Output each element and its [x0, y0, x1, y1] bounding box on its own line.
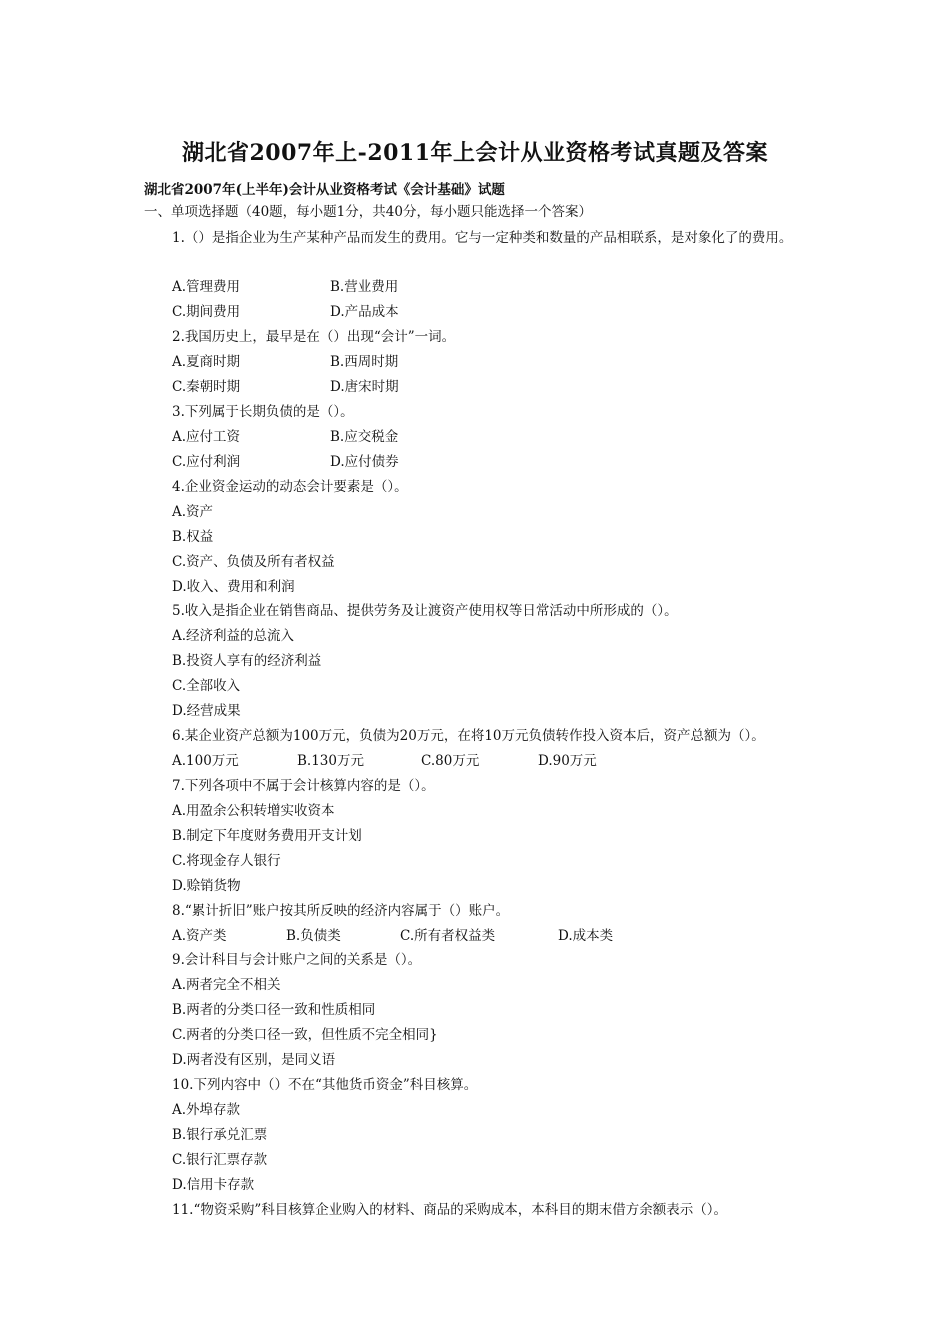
option-8b: B.负债类	[286, 928, 341, 944]
option-5d: D.经营成果	[172, 703, 241, 719]
exam-subtitle: 湖北省2007年(上半年)会计从业资格考试《会计基础》试题	[144, 182, 505, 198]
option-7c: C.将现金存人银行	[172, 853, 281, 869]
option-6b: B.130万元	[297, 753, 364, 769]
option-8c: C.所有者权益类	[400, 928, 496, 944]
section-heading: 一、单项选择题（40题，每小题1分，共40分，每小题只能选择一个答案）	[144, 204, 592, 220]
question-3: 3.下列属于长期负债的是（）。	[172, 404, 354, 420]
option-9d: D.两者没有区别，是同义语	[172, 1052, 336, 1068]
option-10a: A.外埠存款	[172, 1102, 241, 1118]
question-10: 10.下列内容中（）不在“其他货币资金”科目核算。	[172, 1077, 478, 1093]
option-4d: D.收入、费用和利润	[172, 579, 295, 595]
option-7b: B.制定下年度财务费用开支计划	[172, 828, 362, 844]
question-4: 4.企业资金运动的动态会计要素是（）。	[172, 479, 408, 495]
option-3d: D.应付债券	[330, 454, 399, 470]
option-2b: B.西周时期	[330, 354, 399, 370]
option-2d: D.唐宋时期	[330, 379, 399, 395]
option-4b: B.权益	[172, 529, 214, 545]
option-5b: B.投资人享有的经济利益	[172, 653, 322, 669]
option-1d: D.产品成本	[330, 304, 399, 320]
option-10d: D.信用卡存款	[172, 1177, 255, 1193]
option-9b: B.两者的分类口径一致和性质相同	[172, 1002, 376, 1018]
question-5: 5.收入是指企业在销售商品、提供劳务及让渡资产使用权等日常活动中所形成的（）。	[172, 603, 678, 619]
option-6a: A.100万元	[172, 753, 239, 769]
option-4c: C.资产、负债及所有者权益	[172, 554, 335, 570]
option-10b: B.银行承兑汇票	[172, 1127, 268, 1143]
question-1: 1.（）是指企业为生产某种产品而发生的费用。它与一定种类和数量的产品相联系，是对象化了的费用。	[172, 230, 793, 246]
option-3a: A.应付工资	[172, 429, 241, 445]
option-7d: D.赊销货物	[172, 878, 241, 894]
option-7a: A.用盈余公积转增实收资本	[172, 803, 335, 819]
option-8a: A.资产类	[172, 928, 227, 944]
option-5c: C.全部收入	[172, 678, 241, 694]
option-6d: D.90万元	[538, 753, 597, 769]
question-7: 7.下列各项中不属于会计核算内容的是（）。	[172, 778, 435, 794]
option-4a: A.资产	[172, 504, 214, 520]
page-title: 湖北省2007年上-2011年上会计从业资格考试真题及答案	[181, 140, 769, 166]
option-5a: A.经济利益的总流入	[172, 628, 295, 644]
option-2a: A.夏商时期	[172, 354, 241, 370]
question-9: 9.会计科目与会计账户之间的关系是（）。	[172, 952, 422, 968]
question-2: 2.我国历史上，最早是在（）出现“会计”一词。	[172, 329, 456, 345]
option-8d: D.成本类	[558, 928, 614, 944]
option-2c: C.秦朝时期	[172, 379, 241, 395]
question-6: 6.某企业资产总额为100万元，负债为20万元，在将10万元负债转作投入资本后，资产总额为（）。	[172, 728, 765, 744]
option-1c: C.期间费用	[172, 304, 241, 320]
option-10c: C.银行汇票存款	[172, 1152, 268, 1168]
option-9a: A.两者完全不相关	[172, 977, 281, 993]
option-3b: B.应交税金	[330, 429, 399, 445]
question-8: 8.“累计折旧”账户按其所反映的经济内容属于（）账户。	[172, 903, 510, 919]
option-1b: B.营业费用	[330, 279, 399, 295]
option-9c: C.两者的分类口径一致，但性质不完全相同}	[172, 1027, 438, 1043]
option-1a: A.管理费用	[172, 279, 241, 295]
question-11: 11.“物资采购”科目核算企业购入的材料、商品的采购成本，本科目的期末借方余额表示（）。	[172, 1202, 728, 1218]
option-3c: C.应付利润	[172, 454, 241, 470]
option-6c: C.80万元	[421, 753, 480, 769]
